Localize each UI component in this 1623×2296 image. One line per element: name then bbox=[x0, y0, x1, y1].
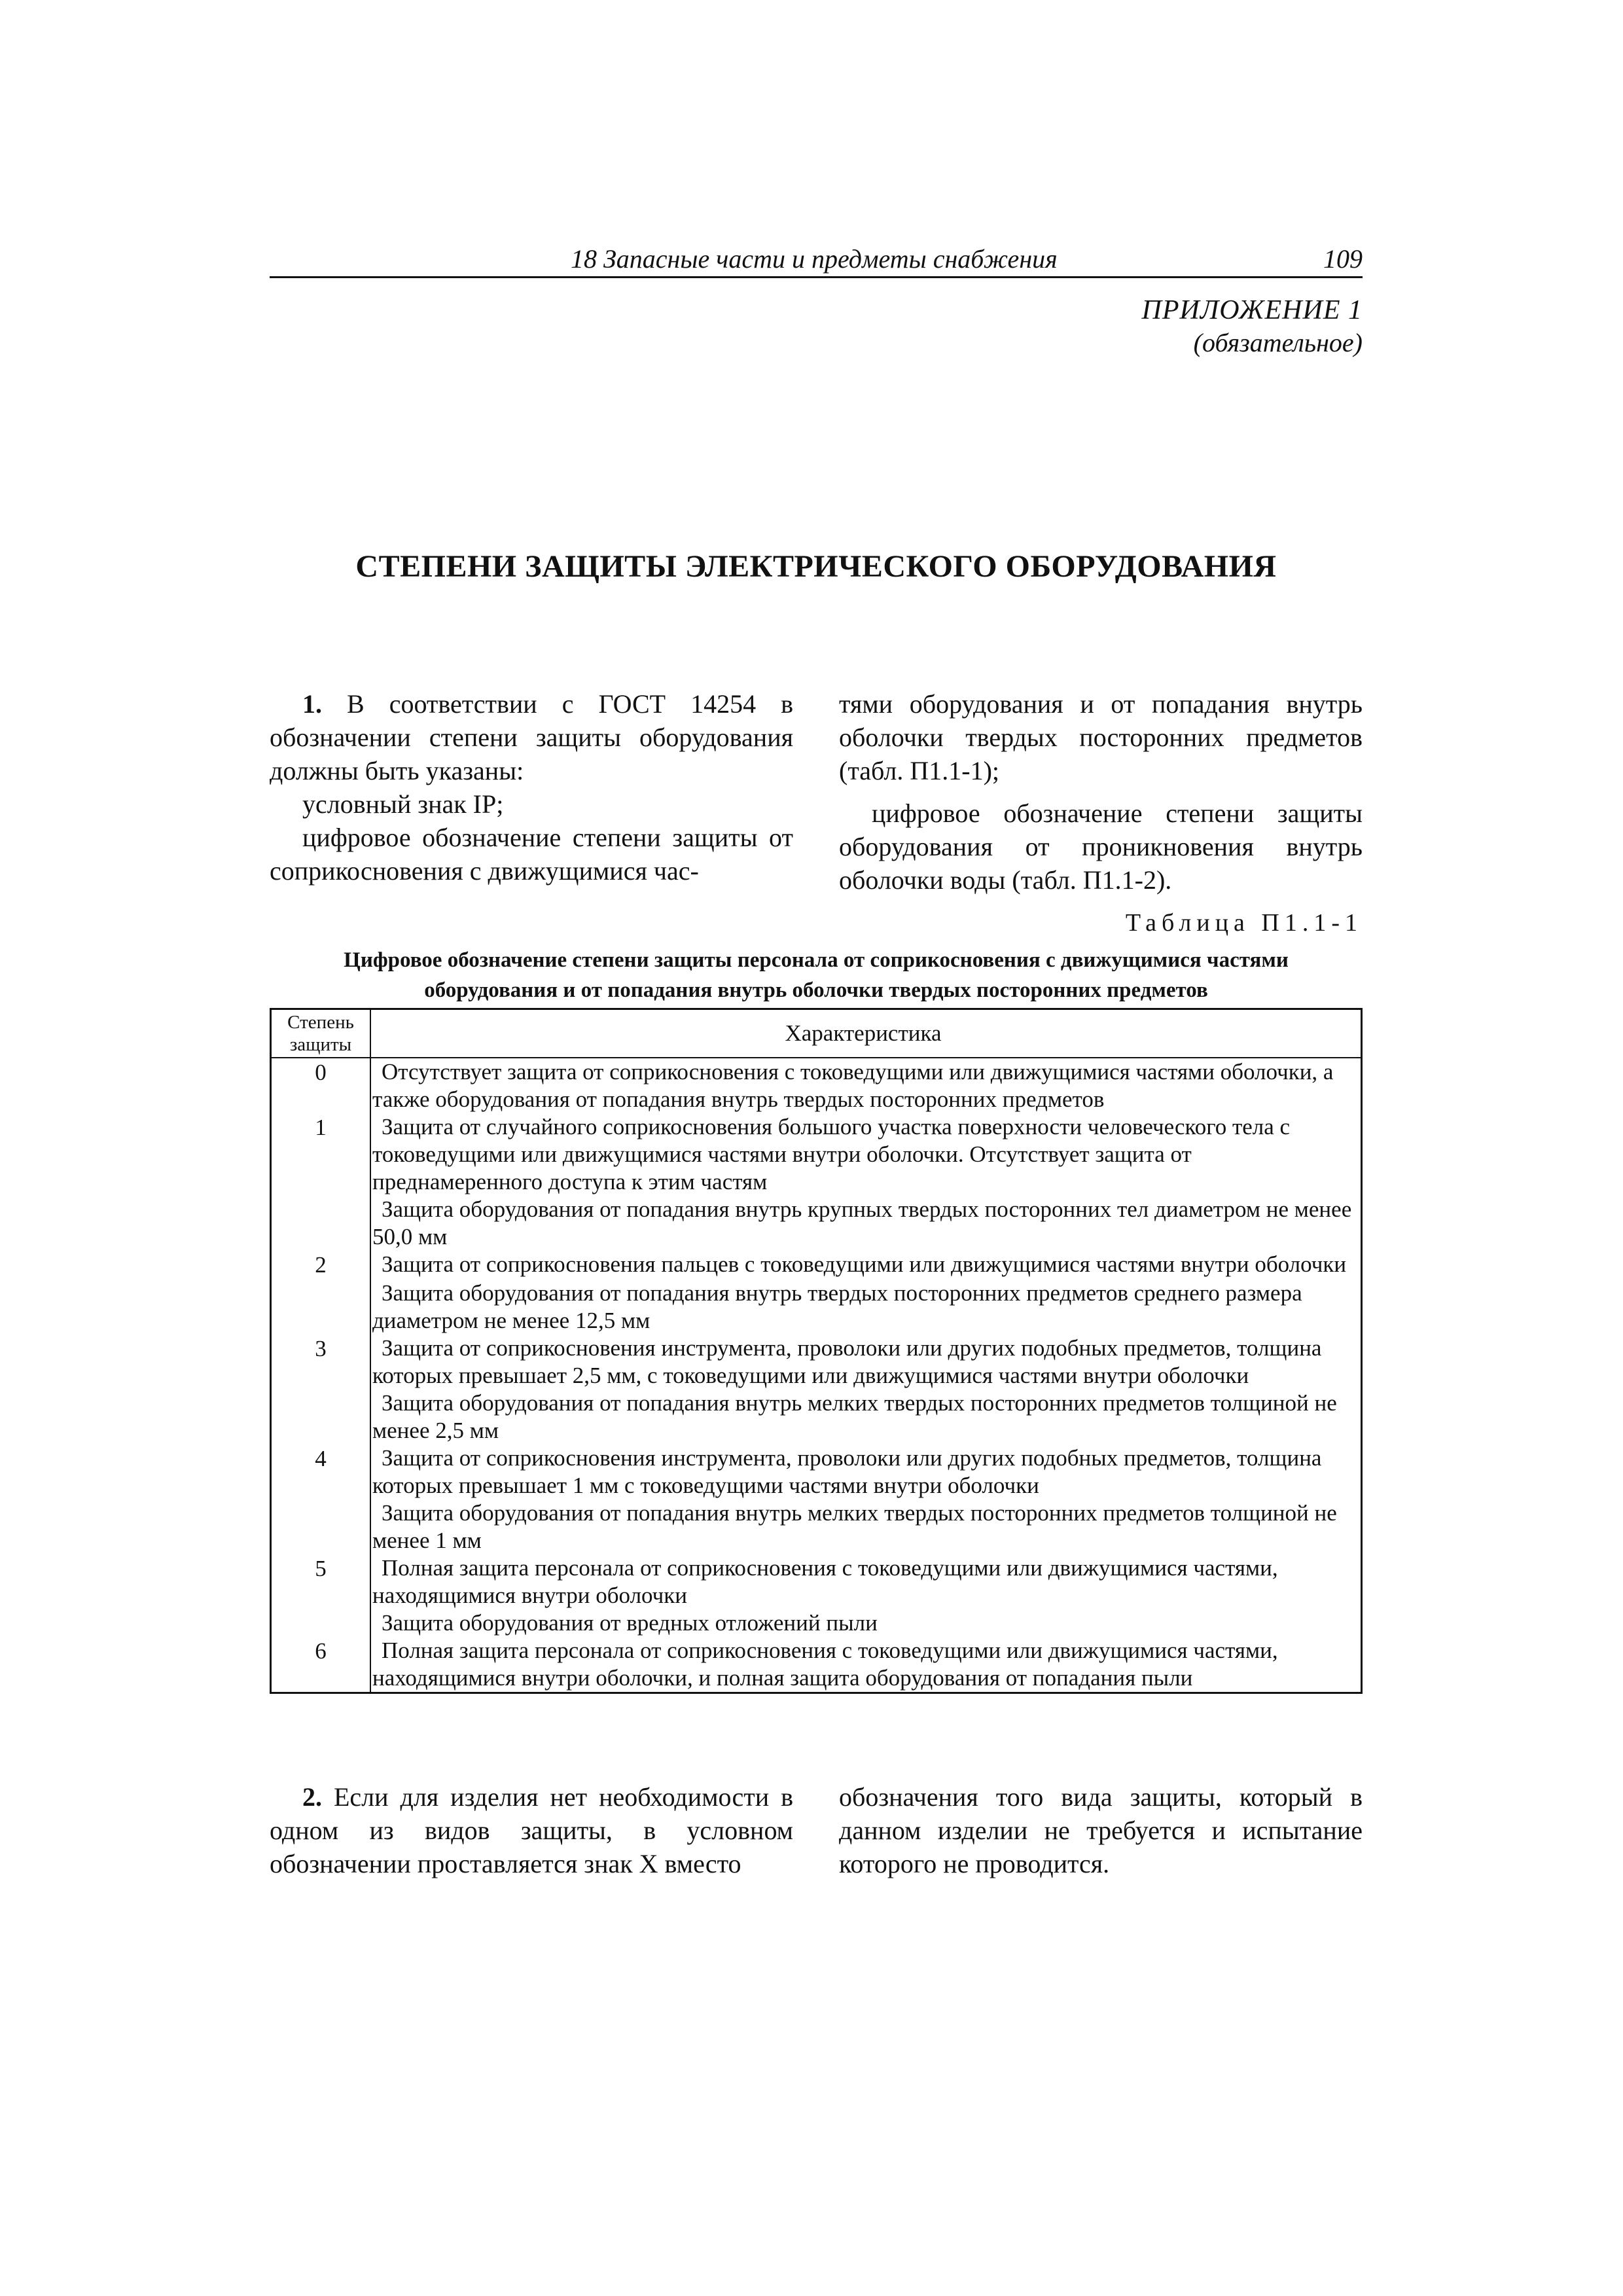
section2-left-column bbox=[270, 1780, 793, 1880]
table-row: 0 Отсутствует защита от соприкосновения с токоведущими или движущимися частями оболочки, а также оборудования от попадания внутрь твердых посторонних предметов bbox=[271, 1058, 1362, 1113]
appendix-heading bbox=[1142, 295, 1363, 358]
running-head bbox=[270, 242, 1363, 278]
section1-number: 1. bbox=[302, 689, 322, 719]
table-row: Защита оборудования от попадания внутрь твердых посторонних предметов среднего размера диаметром не менее 12,5 мм bbox=[271, 1280, 1362, 1335]
appendix-subtitle: (обязательное) bbox=[1193, 328, 1363, 357]
table-row: Защита оборудования от вредных отложений пыли bbox=[271, 1609, 1362, 1637]
table-row: 1 Защита от случайного соприкосновения большого участка поверхности человеческого тела с токоведущими или движущимися частями внутри оболочки. Отсутствует защита от преднамеренного доступа к этим частям bbox=[271, 1113, 1362, 1196]
table-row: 4 Защита от соприкосновения инструмента, проволоки или других подобных предметов, толщина которых превышает 1 мм с токоведущими частями внутри оболочки bbox=[271, 1444, 1362, 1499]
table-label: Таблица П1.1-1 bbox=[1125, 909, 1363, 937]
header-characteristic: Характеристика bbox=[370, 1009, 1362, 1058]
section1-item-ip: условный знак IP; bbox=[302, 789, 504, 819]
section1-intro: 1. В соответствии с ГОСТ 14254 в обозначении степени защиты оборудования должны быть указаны: bbox=[270, 689, 793, 785]
table-row: 6 Полная защита персонала от соприкосновения с токоведущими или движущимися частями, находящимися внутри оболочки, и полная защита оборудования от попадания пыли bbox=[271, 1637, 1362, 1693]
section2-text-part1: 2. Если для изделия нет необходимости в одном из видов защиты, в условном обозначении проставляется знак X вместо bbox=[270, 1782, 793, 1878]
chapter-title: 18 Запасные части и предметы снабжения bbox=[571, 244, 1058, 274]
section1-item-contact-part2: тями оборудования и от попадания внутрь оболочки твердых посторонних предметов (табл. П1.1-1); bbox=[839, 689, 1363, 785]
table-row: Защита оборудования от попадания внутрь крупных твердых посторонних тел диаметром не менее 50,0 мм bbox=[271, 1196, 1362, 1251]
section1-item-contact-part1: цифровое обозначение степени защиты от соприкосновения с движущимися час- bbox=[270, 823, 793, 886]
table-row: 3 Защита от соприкосновения инструмента, проволоки или других подобных предметов, толщина которых превышает 2,5 мм, с токоведущими или движущимися частями внутри оболочки bbox=[271, 1335, 1362, 1390]
header-degree: Степень защиты bbox=[271, 1009, 371, 1058]
table-row: Защита оборудования от попадания внутрь мелких твердых посторонних предметов толщиной не менее 2,5 мм bbox=[271, 1390, 1362, 1444]
table-caption: Цифровое обозначение степени защиты персонала от соприкосновения с движущимися частями оборудования и от попадания внутрь оболочки твердых посторонних предметов bbox=[344, 948, 1289, 1002]
appendix-title: ПРИЛОЖЕНИЕ 1 bbox=[1141, 295, 1363, 325]
section2-right-column bbox=[839, 1780, 1363, 1880]
section1-right-column bbox=[839, 687, 1363, 897]
table-row: 2 Защита от соприкосновения пальцев с токоведущими или движущимися частями внутри оболочки bbox=[271, 1251, 1362, 1280]
table-row: 5 Полная защита персонала от соприкосновения с токоведущими или движущимися частями, находящимися внутри оболочки bbox=[271, 1554, 1362, 1609]
protection-degree-table bbox=[270, 1008, 1363, 1694]
section1-item-water: цифровое обозначение степени защиты оборудования от проникновения внутрь оболочки воды (табл. П1.1-2). bbox=[839, 798, 1363, 895]
page-title: СТЕПЕНИ ЗАЩИТЫ ЭЛЕКТРИЧЕСКОГО ОБОРУДОВАНИЯ bbox=[355, 549, 1277, 584]
section1-left-column bbox=[270, 687, 793, 888]
table-header-row bbox=[271, 1009, 1362, 1058]
page-number: 109 bbox=[1323, 244, 1363, 274]
section2-text-part2: обозначения того вида защиты, который в данном изделии не требуется и испытание которого не проводится. bbox=[839, 1782, 1363, 1878]
table-row: Защита оборудования от попадания внутрь мелких твердых посторонних предметов толщиной не менее 1 мм bbox=[271, 1499, 1362, 1554]
section2-number: 2. bbox=[302, 1782, 322, 1812]
